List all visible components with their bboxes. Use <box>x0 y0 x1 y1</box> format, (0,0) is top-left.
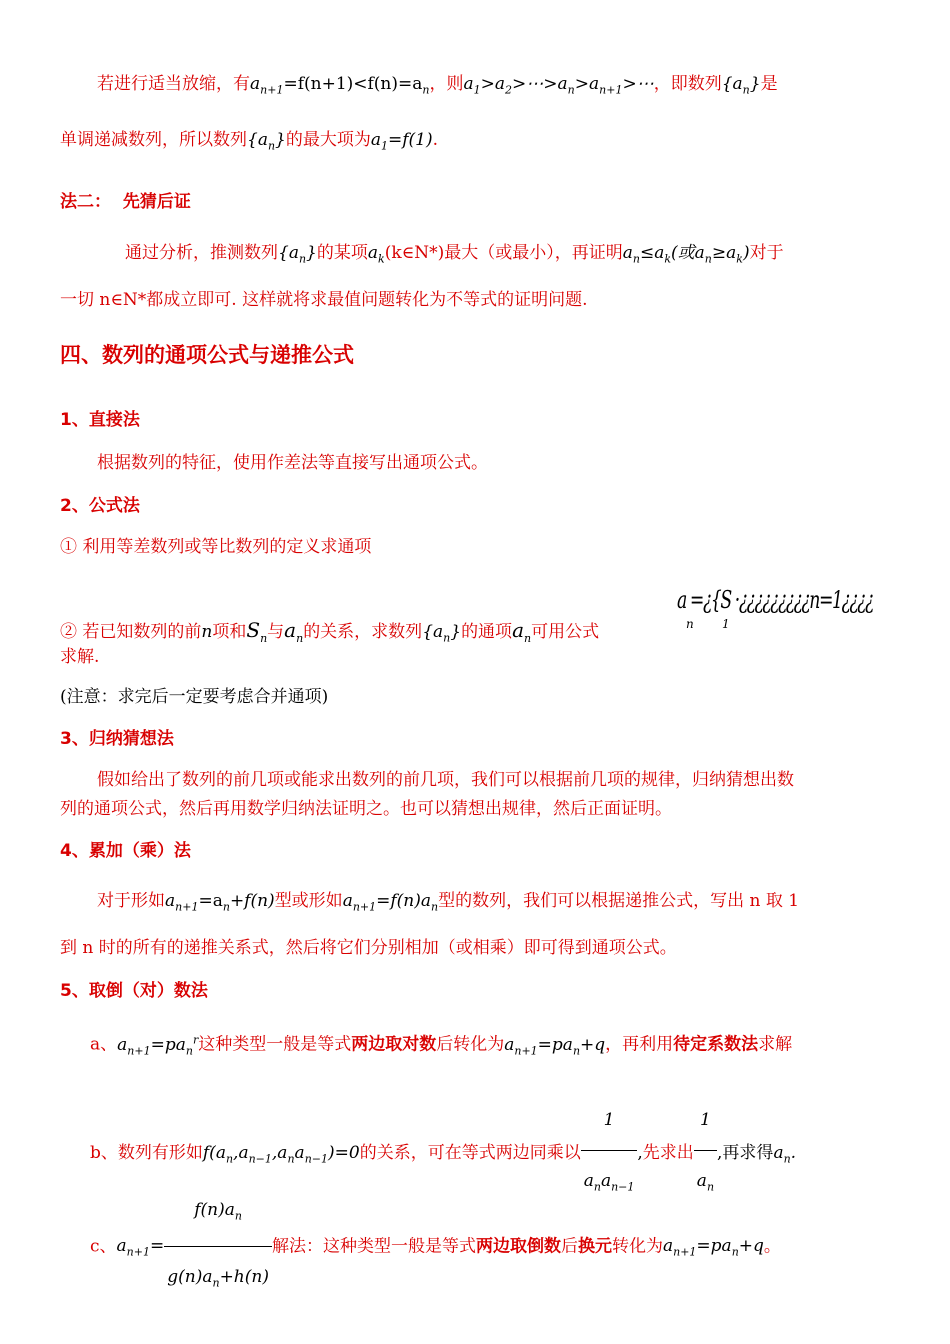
subsection-2-note: (注意：求完后一定要考虑合并通项) <box>60 687 329 707</box>
fraction-recurrence: $\frac{f(n)a_n}{g(n)a_n+h(n)}$ <box>164 1180 272 1314</box>
subsection-2-title: 2、公式法 <box>60 496 140 516</box>
subsection-1-body: 根据数列的特征，使用作差法等直接写出通项公式。 <box>97 453 488 473</box>
subsection-5-item-b: b、数列有形如$f(a_n,a_{n-1},a_na_{n-1})=0$的关系，可在等式两边同乘以 $\frac{1}{a_na_{n-1}}$ ,先求出 $\frac{1}{a_n}$ ,再求得$a_n$. <box>90 1090 796 1217</box>
subsection-4-title: 4、累加（乘）法 <box>60 841 191 861</box>
subsection-3-title: 3、归纳猜想法 <box>60 729 174 749</box>
subsection-5-title: 5、取倒（对）数法 <box>60 981 208 1001</box>
method-2-heading: 法二： 先猜后证 <box>60 192 191 212</box>
subsection-3-body-2: 列的通项公式，然后再用数学归纳法证明之。也可以猜想出规律，然后正面证明。 <box>60 799 672 819</box>
subsection-5-item-c: c、$a_{n+1}=$ $\frac{f(n)a_n}{g(n)a_n+h(n)}$ 解法：这种类型一般是等式两边取倒数后换元转化为$a_{n+1}=pa_n+q$。 <box>90 1180 781 1314</box>
garbled-formula-sub: n <box>686 617 694 631</box>
subsection-2-item-1: ① 利用等差数列或等比数列的定义求通项 <box>60 537 372 557</box>
fraction-one-over-anan1: $\frac{1}{a_na_{n-1}}$ <box>581 1090 638 1217</box>
fraction-one-over-an: $\frac{1}{a_n}$ <box>694 1090 717 1217</box>
subsection-5-item-a: a、$a_{n+1}=pa_n^r$这种类型一般是等式两边取对数后转化为$a_{n+1}=pa_n+q$，再利用待定系数法求解 <box>90 1033 793 1058</box>
subsection-4-body-2: 到 n 时的所有的递推关系式，然后将它们分别相加（或相乘）即可得到通项公式。 <box>60 938 677 958</box>
paragraph-monotone: 单调递减数列，所以数列$\{a_n\}$的最大项为$a_1=f(1)$. <box>60 130 439 153</box>
subsection-2-item-2: ② 若已知数列的前n项和$S_n$与$a_n$的关系，求数列$\{a_n\}$的通项$a_n$可用公式 <box>60 618 600 645</box>
subsection-1-title: 1、直接法 <box>60 410 140 430</box>
garbled-formula-sub-1: 1 <box>722 617 730 631</box>
subsection-2-item-2-end: 求解. <box>60 647 100 667</box>
section-4-title: 四、数列的通项公式与递推公式 <box>60 343 354 367</box>
paragraph-scaling: 若进行适当放缩，有$a_{n+1}=f(n+1)<f(n)=a_n$，则$a_1>a_2>\cdots>a_n>a_{n+1}>\cdots$，即数列$\{a_n\}$是 <box>97 74 778 97</box>
subsection-3-body-1: 假如给出了数列的前几项或能求出数列的前几项，我们可以根据前几项的规律，归纳猜想出数 <box>97 770 794 790</box>
paragraph-guess-prove: 通过分析，推测数列$\{a_n\}$的某项$a_k(k\in N*)$最大（或最小），再证明$a_n\le a_k$(或$a_n\ge a_k$)对于 <box>125 243 784 266</box>
subsection-4-body-1: 对于形如$a_{n+1}=a_n+f(n)$型或形如$a_{n+1}=f(n)a_n$型的数列，我们可以根据递推公式，写出 n 取 1 <box>97 891 800 914</box>
paragraph-conclusion: 一切 n∈N*都成立即可. 这样就将求最值问题转化为不等式的证明问题. <box>60 290 588 310</box>
garbled-formula: a =¿{S ·¿¿¿¿¿¿¿¿¿n=1¿¿¿¿ <box>677 586 873 614</box>
